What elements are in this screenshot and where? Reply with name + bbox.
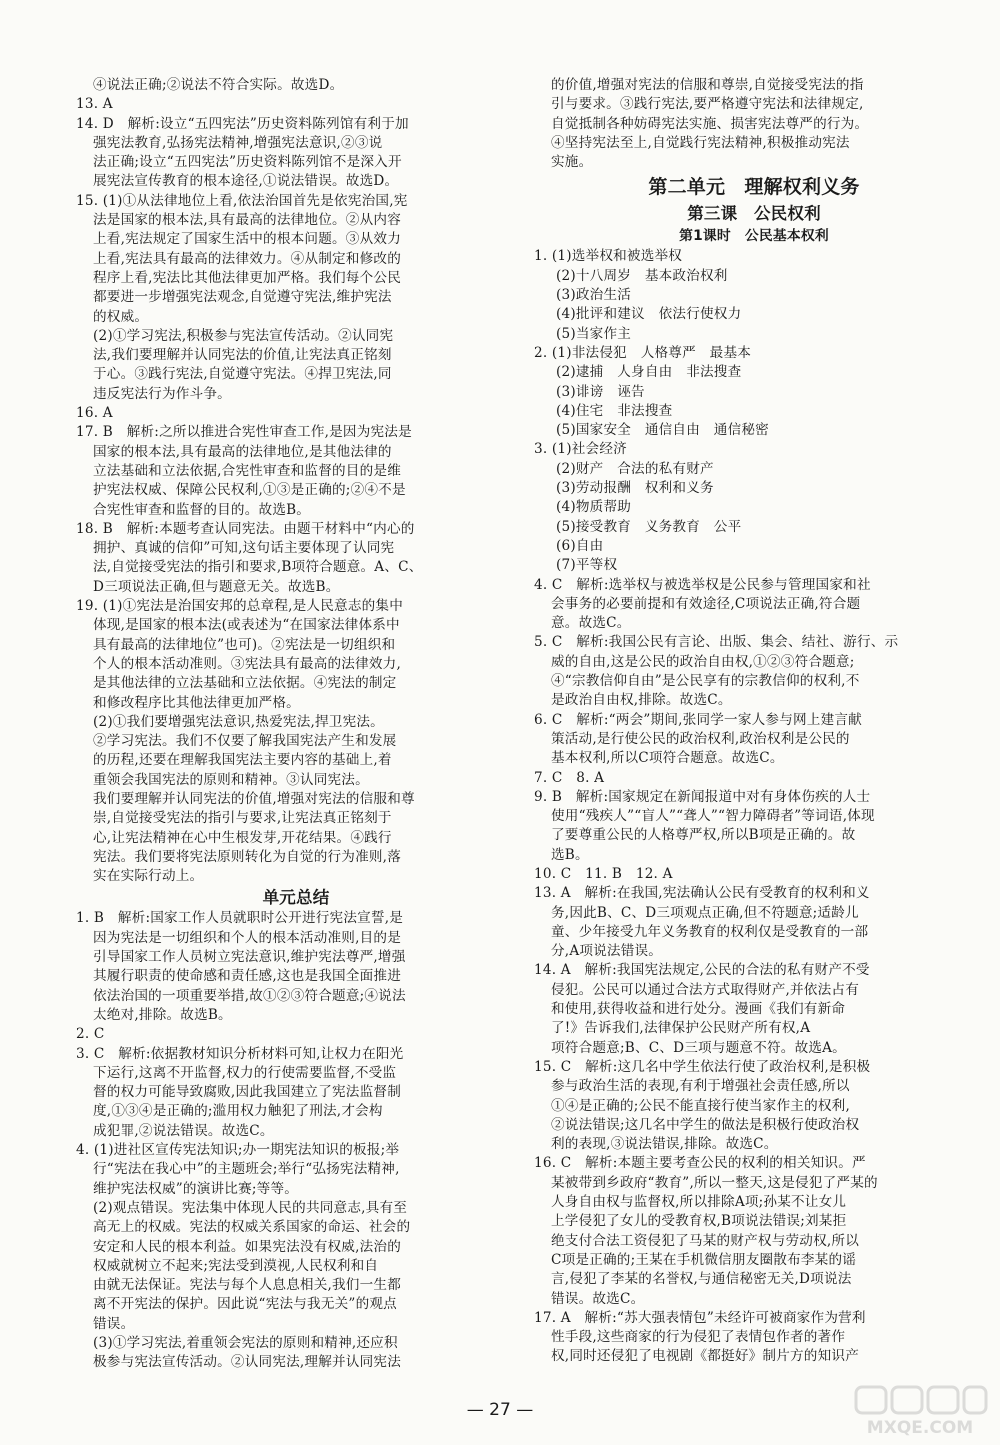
answer-line: 维护宪法权威”的演讲比赛;等等。 [93, 1180, 299, 1197]
answer-line: 强宪法教育,弘扬宪法精神,增强宪法意识,②③说 [93, 134, 383, 151]
answer-line: 项符合题意;B、C、D三项与题意不符。故选A。 [551, 1039, 846, 1056]
answer-line: (4)批评和建议 依法行使权力 [556, 306, 742, 323]
answer-line: 其履行职责的使命感和责任感,这也是我国全面推进 [93, 968, 401, 985]
answer-line: 于心。③践行宪法,自觉遵守宪法。④捍卫宪法,同 [93, 366, 392, 383]
answer-line: 5. C 解析:我国公民有言论、出版、集会、结社、游行、示 [534, 634, 899, 651]
unit-title: 第二单元 理解权利义务 [648, 176, 860, 199]
answer-line: 使用“残疾人”“盲人”“聋人”“智力障碍者”等词语,体现 [551, 808, 875, 825]
answer-line: (4)物质帮助 [556, 499, 632, 516]
answer-line: 引导国家工作人员树立宪法意识,维护宪法尊严,增强 [93, 949, 406, 966]
answer-line: 1. (1)选举权和被选举权 [534, 248, 683, 265]
answer-line: 拥护、真诚的信仰”可知,这句话主要体现了认同宪 [93, 540, 395, 557]
answer-line: 因为宪法是一切组织和个人的根本活动准则,目的是 [93, 929, 401, 946]
answer-line: 下运行,这离不开监督,权力的行使需要监督,不受监 [93, 1064, 397, 1081]
answer-line: 和修改程序比其他法律更加严格。 [93, 694, 300, 711]
answer-line: 10. C 11. B 12. A [534, 865, 673, 882]
answer-line: 护宪法权威、保障公民权利,①③是正确的;②④不是 [93, 482, 406, 499]
answer-line: (2)①学习宪法,积极参与宪法宣传活动。②认同宪 [93, 327, 394, 344]
right-column [534, 76, 974, 1367]
answer-line: ④说法正确;②说法不符合实际。故选D。 [93, 77, 344, 93]
answer-line: 国家的根本法,具有最高的法律地位,是其他法律的 [93, 443, 392, 460]
answer-line: ④坚持宪法至上,自觉践行宪法精神,积极推动宪法 [551, 134, 850, 151]
answer-line: 意。故选C。 [551, 615, 631, 632]
watermark-logo [850, 1383, 990, 1439]
answer-line: 4. C 解析:选举权与被选举权是公民参与管理国家和社 [534, 576, 871, 593]
page-number: — 27 — [466, 1400, 534, 1420]
answer-line: 15. (1)①从法律地位上看,依法治国首先是依宪治国,宪 [76, 192, 408, 209]
answer-line: 16. A [76, 405, 113, 422]
answer-line: (4)住宅 非法搜查 [556, 402, 673, 419]
answer-line: 选B。 [551, 846, 589, 863]
answer-line: 自觉抵制各种妨碍宪法实施、损害宪法尊严的行为。 [551, 115, 869, 132]
answer-line: 了!》告诉我们,法律保护公民财产所有权,A [551, 1020, 811, 1037]
answer-line: 13. A 解析:在我国,宪法确认公民有受教育的权利和义 [534, 885, 870, 902]
answer-line: 权威就树立不起来;宪法受到漠视,人民权利和自 [93, 1257, 379, 1274]
answer-line: 违反宪法行为作斗争。 [93, 385, 231, 402]
answer-line: (5)接受教育 义务教育 公平 [556, 518, 742, 535]
answer-line: 19. (1)①宪法是治国安邦的总章程,是人民意志的集中 [76, 598, 403, 615]
answer-line: 度,①③④是正确的;滥用权力触犯了刑法,才会构 [93, 1103, 383, 1120]
answer-line: 错误。 [93, 1315, 135, 1332]
answer-line: C项是正确的;王某在手机微信朋友圈散布李某的谣 [551, 1251, 857, 1268]
answer-line: 成犯罪,②说法错误。故选C。 [93, 1122, 274, 1139]
answer-line: 绝支付合法工资侵犯了马某的财产权与劳动权,所以 [551, 1232, 859, 1249]
answer-line: 程序上看,宪法比其他法律更加严格。我们每个公民 [93, 269, 401, 286]
answer-line: 分,A项说法错误。 [551, 943, 663, 960]
left-column [76, 76, 516, 1373]
answer-line: 展宪法宣传教育的根本途径,①说法错误。故选D。 [93, 173, 399, 190]
answer-line: 会事务的必要前提和有效途径,C项说法正确,符合题 [551, 595, 861, 612]
answer-line: 体现,是国家的根本法(或表述为“在国家法律体系中 [93, 617, 400, 634]
answer-line: 3. C 解析:依据教材知识分析材料可知,让权力在阳光 [76, 1045, 404, 1062]
answer-line: (2)逮捕 人身自由 非法搜查 [556, 364, 742, 381]
answer-line: 性手段,这些商家的行为侵犯了表情包作者的著作 [551, 1329, 846, 1346]
answer-line: (6)自由 [556, 537, 604, 554]
answer-line: 宪法。我们要将宪法原则转化为自觉的行为准则,落 [93, 848, 401, 865]
answer-line: 依法治国的一项重要举措,故①②③符合题意;④说法 [93, 987, 406, 1004]
answer-line: 14. A 解析:我国宪法规定,公民的合法的私有财产不受 [534, 962, 870, 979]
answer-line: 都要进一步增强宪法观念,自觉遵守宪法,维护宪法 [93, 289, 392, 306]
answer-line: 错误。故选C。 [551, 1290, 645, 1307]
answer-line: 3. (1)社会经济 [534, 441, 627, 458]
watermark-text: MXQE.COM [866, 1418, 974, 1438]
answer-line: 法是国家的根本法,具有最高的法律地位。②从内容 [93, 212, 401, 229]
answer-line: 基本权利,所以C项符合题意。故选C。 [551, 750, 784, 767]
answer-line: 具有最高的法律地位”也可)。②宪法是一切组织和 [93, 636, 396, 653]
answer-line: 是其他法律的立法基础和立法依据。④宪法的制定 [93, 675, 397, 692]
answer-line: 和使用,获得收益和进行处分。漫画《我们有新命 [551, 1001, 846, 1018]
answer-line: 某被带到乡政府“教育”,所以一整天,这是侵犯了严某的 [551, 1174, 878, 1191]
answer-line: 重领会我国宪法的原则和精神。③认同宪法。 [93, 771, 369, 788]
answer-line: (5)国家安全 通信自由 通信秘密 [556, 422, 769, 439]
answer-line: 督的权力可能导致腐败,因此我国建立了宪法监督制 [93, 1084, 401, 1101]
answer-line: 个人的根本活动准则。③宪法具有最高的法律效力, [93, 655, 401, 672]
answer-line: 的历程,还要在理解我国宪法主要内容的基础上,着 [93, 752, 392, 769]
answer-line: 14. D 解析:设立“五四宪法”历史资料陈列馆有利于加 [76, 115, 409, 132]
answer-line: 18. B 解析:本题考查认同宪法。由题干材料中“内心的 [76, 520, 415, 537]
answer-line: 由就无法保证。宪法与每个人息息相关,我们一生都 [93, 1277, 401, 1294]
answer-line: 2. C [76, 1026, 105, 1043]
answer-line: 言,侵犯了李某的名誉权,与通信秘密无关,D项说法 [551, 1271, 852, 1288]
answer-line: (3)①学习宪法,着重领会宪法的原则和精神,还应积 [93, 1335, 398, 1351]
answer-line: (3)诽谤 诬告 [556, 383, 645, 400]
answer-line: 太绝对,排除。故选B。 [93, 1006, 232, 1023]
answer-line: 法,自觉接受宪法的指引和要求,B项符合题意。A、C、 [93, 559, 423, 576]
answer-line: ②学习宪法。我们不仅要了解我国宪法产生和发展 [93, 733, 397, 750]
lesson-title: 第三课 公民权利 [687, 204, 821, 224]
answer-line: 利的表现,③说法错误,排除。故选C。 [551, 1136, 778, 1153]
answer-line: 6. C 解析:“两会”期间,张同学一家人参与网上建言献 [534, 711, 862, 728]
answer-line: 16. C 解析:本题主要考查公民的权利的相关知识。严 [534, 1155, 866, 1172]
answer-line: (2)十八周岁 基本政治权利 [556, 267, 728, 284]
answer-line: 我们要理解并认同宪法的价值,增强对宪法的信服和尊 [93, 790, 415, 807]
answer-line: 实施。 [551, 154, 593, 171]
answer-line: 1. B 解析:国家工作人员就职时公开进行宪法宣誓,是 [76, 910, 404, 927]
answer-line: (2)①我们要增强宪法意识,热爱宪法,捍卫宪法。 [93, 713, 384, 730]
answer-line: 立法基础和立法依据,合宪性审查和监督的目的是维 [93, 462, 401, 479]
answer-line: 法,我们要理解并认同宪法的价值,让宪法真正铭刻 [93, 347, 392, 364]
answer-line: (3)劳动报酬 权利和义务 [556, 480, 714, 497]
answer-line: 13. A [76, 96, 113, 113]
period-title: 第1课时 公民基本权利 [679, 228, 829, 245]
section-title: 单元总结 [262, 888, 330, 908]
answer-line: 实在实际行动上。 [93, 868, 204, 885]
answer-line: 2. (1)非法侵犯 人格尊严 最基本 [534, 344, 752, 361]
answer-line: 务,因此B、C、D三项观点正确,但不符题意;适龄儿 [551, 904, 859, 921]
answer-line: D三项说法正确,但与题意无关。故选B。 [93, 578, 340, 595]
answer-line: ④“宗教信仰自由”是公民享有的宗教信仰的权利,不 [551, 673, 860, 690]
answer-line: 的权威。 [93, 308, 149, 325]
answer-line: 权,同时还侵犯了电视剧《都挺好》制片方的知识产 [551, 1348, 859, 1365]
answer-line: 安定和人民的根本利益。如果宪法没有权威,法治的 [93, 1238, 401, 1255]
answer-line: 法正确;设立“五四宪法”历史资料陈列馆不是深入开 [93, 154, 402, 171]
answer-line: ①④是正确的;公民不能直接行使当家作主的权利, [551, 1097, 850, 1114]
answer-line: 9. B 解析:国家规定在新闻报道中对有身体伤疾的人士 [534, 788, 871, 805]
answer-line: 离不开宪法的保护。因此说“宪法与我无关”的观点 [93, 1296, 397, 1313]
answer-line: 引与要求。③践行宪法,要严格遵守宪法和法律规定, [551, 96, 864, 113]
answer-line: (2)观点错误。宪法集中体现人民的共同意志,具有至 [93, 1199, 408, 1216]
answer-line: 童、少年接受九年义务教育的权利仅是受教育的一部 [551, 923, 869, 940]
answer-line: 人身自由权与监督权,所以排除A项;孙某不让女儿 [551, 1194, 847, 1211]
answer-line: 策活动,是行使公民的政治权利,政治权利是公民的 [551, 730, 850, 747]
answer-line: 崇,自觉接受宪法的指引与要求,让宪法真正铭刻于 [93, 810, 392, 827]
answer-line: (3)政治生活 [556, 287, 632, 304]
answer-line: 是政治自由权,排除。故选C。 [551, 692, 732, 709]
answer-line: 合宪性审查和监督的目的。故选B。 [93, 501, 311, 518]
answer-line: 17. B 解析:之所以推进合宪性审查工作,是因为宪法是 [76, 424, 412, 441]
answer-line: 参与政治生活的表现,有利于增强社会责任感,所以 [551, 1078, 850, 1095]
answer-line: 17. A 解析:“苏大强表情包”未经许可被商家作为营利 [534, 1309, 866, 1326]
answer-line: (7)平等权 [556, 557, 618, 574]
answer-line: 4. (1)进社区宣传宪法知识;办一期宪法知识的板报;举 [76, 1142, 400, 1159]
answer-line: 心,让宪法精神在心中生根发芽,开花结果。④践行 [93, 829, 392, 846]
answer-line: 上看,宪法规定了国家生活中的根本问题。③从效力 [93, 231, 401, 248]
answer-line: 侵犯。公民可以通过合法方式取得财产,并依法占有 [551, 981, 859, 998]
answer-line: 上看,宪法具有最高的法律效力。④从制定和修改的 [93, 250, 401, 267]
answer-line: 上学侵犯了女儿的受教育权,B项说法错误;刘某拒 [551, 1213, 847, 1230]
answer-line: ②说法错误;这几名中学生的做法是积极行使政治权 [551, 1116, 860, 1133]
answer-line: 行“宪法在我心中”的主题班会;举行“弘扬宪法精神, [93, 1161, 400, 1178]
answer-line: 15. C 解析:这几名中学生依法行使了政治权利,是积极 [534, 1058, 871, 1075]
answer-line: 威的自由,这是公民的政治自由权,①②③符合题意; [551, 653, 855, 670]
answer-line: 7. C 8. A [534, 769, 605, 786]
answer-line: 高无上的权威。宪法的权威关系国家的命运、社会的 [93, 1219, 411, 1236]
answer-line: (5)当家作主 [556, 325, 632, 342]
answer-line: 极参与宪法宣传活动。②认同宪法,理解并认同宪法 [93, 1354, 401, 1371]
answer-line: 的价值,增强对宪法的信服和尊崇,自觉接受宪法的指 [551, 77, 864, 93]
answer-line: (2)财产 合法的私有财产 [556, 460, 714, 477]
answer-line: 了要尊重公民的人格尊严权,所以B项是正确的。故 [551, 827, 856, 844]
